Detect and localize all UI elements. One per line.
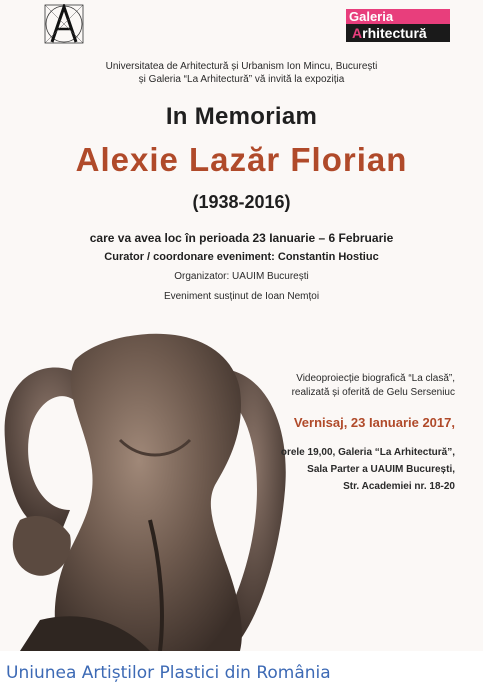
address-line-2: Sala Parter a UAUIM București,	[307, 464, 455, 475]
artist-years: (1938-2016)	[192, 192, 291, 212]
address-line-1: orele 19,00, Galeria “La Arhitectură”,	[280, 447, 455, 458]
intro-line-2: și Galeria “La Arhitectură” vă invită la expoziția	[138, 74, 345, 85]
exhibition-period: care va avea loc în perioada 23 Ianuarie – 6 Februarie	[89, 231, 394, 245]
organizer-line: Organizator: UAUIM București	[174, 271, 309, 282]
galeria-logo-bottom: Arhitectură	[346, 24, 450, 42]
post-footer	[0, 651, 483, 699]
curator-line: Curator / coordonare eveniment: Constantin Hostiuc	[104, 251, 379, 263]
video-projection-line-2: realizată și oferită de Gelu Serseniuc	[291, 387, 455, 398]
invitation-intro	[0, 60, 483, 86]
galeria-arhitectura-logo	[346, 9, 450, 42]
organization-name-link[interactable]: Uniunea Artiștilor Plastici din România	[6, 663, 331, 683]
title-in-memoriam: In Memoriam	[165, 103, 318, 130]
university-logo	[44, 4, 84, 44]
sculpture-image	[0, 320, 300, 651]
vernisaj-date: Vernisaj, 23 Ianuarie 2017,	[293, 415, 455, 430]
intro-line-1: Universitatea de Arhitectură și Urbanism Ion Mincu, București	[105, 61, 378, 72]
address-line-3: Str. Academiei nr. 18-20	[343, 481, 455, 492]
support-line: Eveniment susținut de Ioan Nemțoi	[163, 291, 320, 302]
galeria-logo-top: Galeria	[346, 9, 450, 24]
video-projection-line-1: Videoproiecție biografică “La clasă”,	[296, 373, 455, 384]
title-artist-name: Alexie Lazăr Florian	[75, 141, 408, 178]
